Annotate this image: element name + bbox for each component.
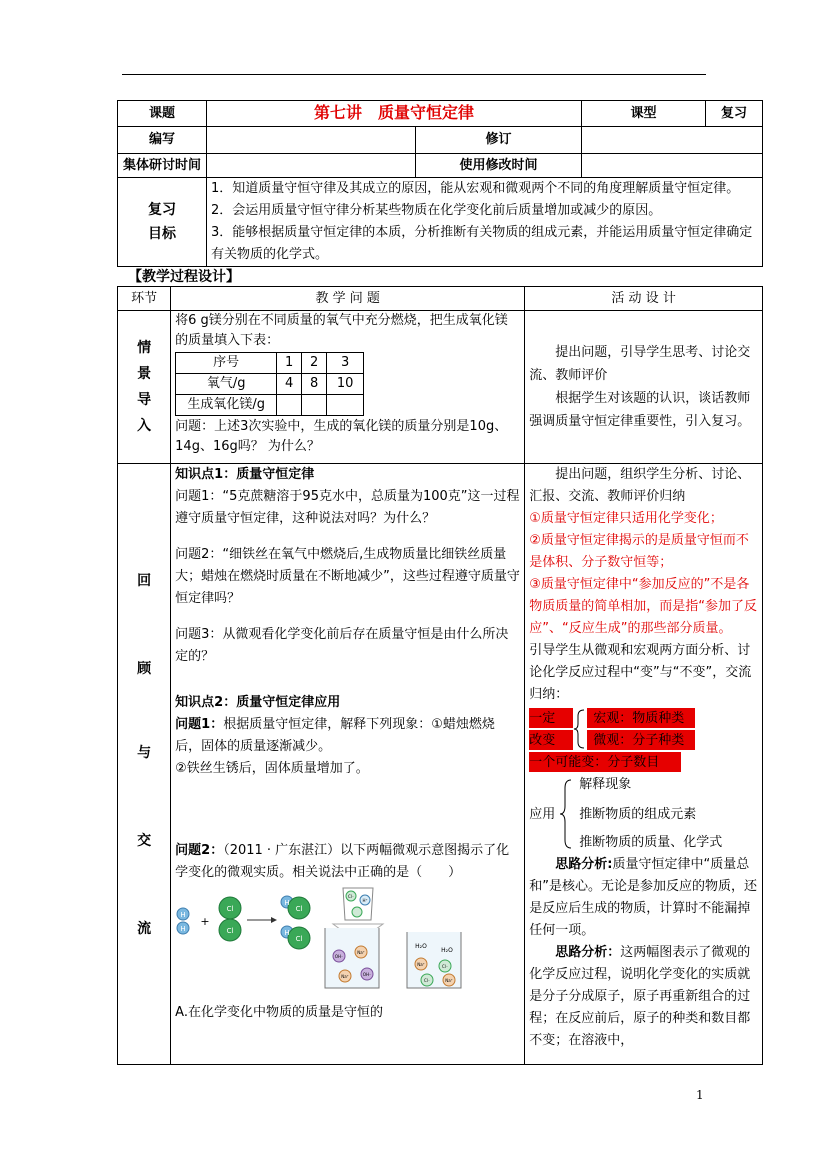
goals-label-1: 复习 [148, 202, 176, 218]
svg-text:Cl⁻: Cl⁻ [348, 894, 355, 899]
lesson-title [207, 101, 582, 127]
intro-problem [171, 311, 525, 464]
box-2b: 微观：分子种类 [587, 730, 695, 750]
analysis-text: 质量守恒定律中“质量总和”是核心。无论是参加反应的物质，还是反应后生成的物质，计算时不能漏掉任何一项。 [529, 857, 757, 938]
h2-molecule [177, 908, 189, 934]
option-a: A.在化学变化中物质的质量是守恒的 [175, 1005, 383, 1020]
micro-diagram [175, 884, 515, 994]
intro-td: 生成氧化镁/g [176, 395, 277, 416]
kp2-title: 知识点2：质量守恒定律应用 [175, 695, 341, 710]
dropper [343, 888, 373, 920]
revise-label: 修订 [416, 127, 582, 154]
box-1b: 宏观：物质种类 [587, 708, 695, 728]
intro-td: 10 [327, 374, 364, 395]
goal-item: 2．会运用质量守恒守律分析某些物质在化学变化前后质量增加或减少的原因。 [211, 203, 662, 218]
review-q2: 问题2：“细铁丝在氧气中燃烧后,生成物质量比细铁丝质量大；蜡烛在燃烧时质量在不断地减少”，这些过程遵守质量守恒定律吗？ [175, 547, 520, 606]
review-q4 [175, 714, 520, 758]
research-time-label: 集体研讨时间 [118, 154, 207, 178]
box-1a: 一定 [529, 708, 573, 728]
goal-item: 1．知道质量守恒守律及其成立的原因，能从宏观和微观两个不同的角度理解质量守恒定律。 [211, 181, 740, 196]
q4-text: 根据质量守恒定律，解释下列现象：①蜡烛燃烧后，固体的质量逐渐减少。 [175, 717, 495, 754]
intro-td [327, 395, 364, 416]
q5-label: 问题2： [175, 843, 224, 858]
box-3: 一个可能变：分子数目 [529, 752, 681, 772]
svg-text:Na⁺: Na⁺ [341, 974, 349, 979]
svg-text:Cl⁻: Cl⁻ [442, 964, 449, 969]
intro-text: 将6 g镁分别在不同质量的氧气中充分燃烧，把生成氧化镁的质量填入下表： [175, 313, 508, 348]
stage-char: 情 [137, 340, 152, 356]
review-q4b: ②铁丝生锈后，固体质量增加了。 [175, 761, 369, 776]
analysis-1 [529, 854, 758, 942]
cl-label: Cl [226, 927, 234, 935]
lesson-label: 课题 [118, 101, 207, 127]
analysis-text: 这两幅图表示了微观的化学反应过程，说明化学变化的实质就是分子分成原子，原子再重新组合的过程；在反应前后，原子的种类和数目都不变；在溶液中， [529, 945, 751, 1048]
stage-char: 回 [137, 573, 152, 589]
act-guide: 引导学生从微观和宏观两方面分析、讨论化学反应过程中“变”与“不变”，交流归纳： [529, 643, 752, 702]
type-label: 课型 [582, 101, 706, 127]
intro-td [277, 395, 302, 416]
svg-text:OH⁻: OH⁻ [363, 972, 372, 977]
plus-sign: + [200, 915, 210, 928]
intro-activity [525, 311, 763, 464]
review-q3: 问题3：从微观看化学变化前后存在质量守恒是由什么所决定的？ [175, 627, 509, 664]
header-table [117, 100, 763, 267]
act-red-2: ②质量守恒定律揭示的是质量守恒而不是体积、分子数守恒等； [529, 533, 749, 570]
goals-label [118, 178, 207, 267]
cl-label: Cl [226, 905, 234, 913]
col-problem: 教 学 问 题 [171, 287, 525, 311]
h-label: H [284, 899, 290, 907]
intro-td: 4 [277, 374, 302, 395]
q4-label: 问题1： [175, 717, 224, 732]
lesson-title-text: 第七讲 质量守恒定律 [313, 102, 474, 122]
intro-td: 氧气/g [176, 374, 277, 395]
h-label: H [180, 925, 186, 933]
stage-char: 顾 [137, 661, 152, 677]
revise-time-label: 使用修改时间 [416, 154, 582, 178]
q5-text: （2011 · 广东湛江）以下两幅微观示意图揭示了化学变化的微观实质。相关说法中正确的是（ ） [175, 843, 510, 880]
stage-char: 与 [137, 745, 152, 761]
svg-text:Na⁺: Na⁺ [357, 950, 365, 955]
intro-th: 序号 [176, 353, 277, 374]
act-intro: 提出问题，组织学生分析、讨论、汇报、交流、教师评价归纳 [529, 467, 751, 504]
svg-text:Na⁺: Na⁺ [417, 962, 425, 967]
review-problem [171, 464, 525, 1065]
goals-label-2: 目标 [148, 226, 176, 242]
review-q1: 问题1：“5克蔗糖溶于95克水中，总质量为100克”这一过程遵守质量守恒定律，这种说法对吗？为什么？ [175, 489, 520, 526]
cl-label: Cl [295, 905, 303, 913]
apply-label: 应用 [529, 807, 556, 822]
change-summary [529, 708, 758, 774]
apply-1: 解释现象 [579, 777, 632, 792]
intro-th: 1 [277, 353, 302, 374]
stage-char: 流 [137, 921, 152, 937]
apply-2: 推断物质的组成元素 [579, 807, 697, 822]
intro-activity-2: 根据学生对该题的认识，谈话教师强调质量守恒定律重要性，引入复习。 [529, 391, 751, 429]
review-activity [525, 464, 763, 1065]
arrow-head-icon [271, 917, 277, 923]
stage-char: 导 [137, 392, 152, 408]
intro-activity-1: 提出问题，引导学生思考、讨论交流、教师评价 [529, 345, 751, 383]
cl-label: Cl [295, 935, 303, 943]
apply-3: 推断物质的质量、化学式 [579, 835, 723, 850]
h2o-label: H₂O [415, 943, 427, 950]
beaker-right [407, 932, 461, 988]
stage-char: 交 [137, 833, 152, 849]
intro-td: 8 [302, 374, 327, 395]
col-activity: 活 动 设 计 [525, 287, 763, 311]
cl2-molecule [219, 897, 241, 941]
header-rule [122, 74, 706, 75]
col-stage: 环节 [118, 287, 171, 311]
analysis-label: 思路分析: [555, 857, 613, 872]
hcl-molecule [281, 926, 310, 949]
goal-item: 3．能够根据质量守恒定律的本质，分析推断有关物质的组成元素，并能运用质量守恒定律确定有关物质的化学式。 [211, 225, 753, 262]
hcl-molecule [281, 896, 310, 919]
act-red-1: ①质量守恒定律只适用化学变化； [529, 511, 723, 526]
type-value: 复习 [706, 101, 763, 127]
analysis-label: 思路分析： [555, 945, 621, 960]
box-2a: 改变 [529, 730, 573, 750]
intro-question: 问题：上述3次实验中，生成的氧化镁的质量分别是10g、14g、16g吗？ 为什么？ [175, 419, 508, 454]
intro-th: 2 [302, 353, 327, 374]
intro-data-table [175, 352, 364, 416]
analysis-2 [529, 942, 758, 1052]
intro-stage [118, 311, 171, 464]
act-red-3: ③质量守恒定律中“参加反应的”不是各物质质量的简单相加，而是指“参加了反应”、“反应生成”的那些部分质量。 [529, 577, 757, 636]
page-number: 1 [696, 1088, 704, 1102]
apply-summary [529, 774, 758, 854]
svg-text:Cl⁻: Cl⁻ [424, 978, 431, 983]
h-label: H [284, 929, 290, 937]
author-value [207, 127, 416, 154]
goals-list [207, 178, 763, 267]
process-title: 【教学过程设计】 [128, 269, 240, 285]
stage-char: 入 [137, 418, 152, 434]
intro-td [302, 395, 327, 416]
author-label: 编写 [118, 127, 207, 154]
research-time-value [207, 154, 416, 178]
h-label: H [180, 911, 186, 919]
review-q5 [175, 840, 520, 884]
h2o-label: H₂O [441, 947, 453, 954]
apply-brace-icon [559, 778, 573, 850]
svg-text:Na⁺: Na⁺ [445, 978, 453, 983]
revise-value [582, 127, 763, 154]
beaker-left [325, 928, 379, 988]
brace-icon [573, 708, 587, 750]
revise-time-value [582, 154, 763, 178]
process-table [117, 286, 763, 1065]
intro-th: 3 [327, 353, 364, 374]
svg-text:H⁺: H⁺ [362, 898, 368, 903]
svg-text:OH⁻: OH⁻ [335, 954, 344, 959]
review-stage [118, 464, 171, 1065]
kp1-title: 知识点1：质量守恒定律 [175, 467, 315, 482]
stage-char: 景 [137, 366, 152, 382]
